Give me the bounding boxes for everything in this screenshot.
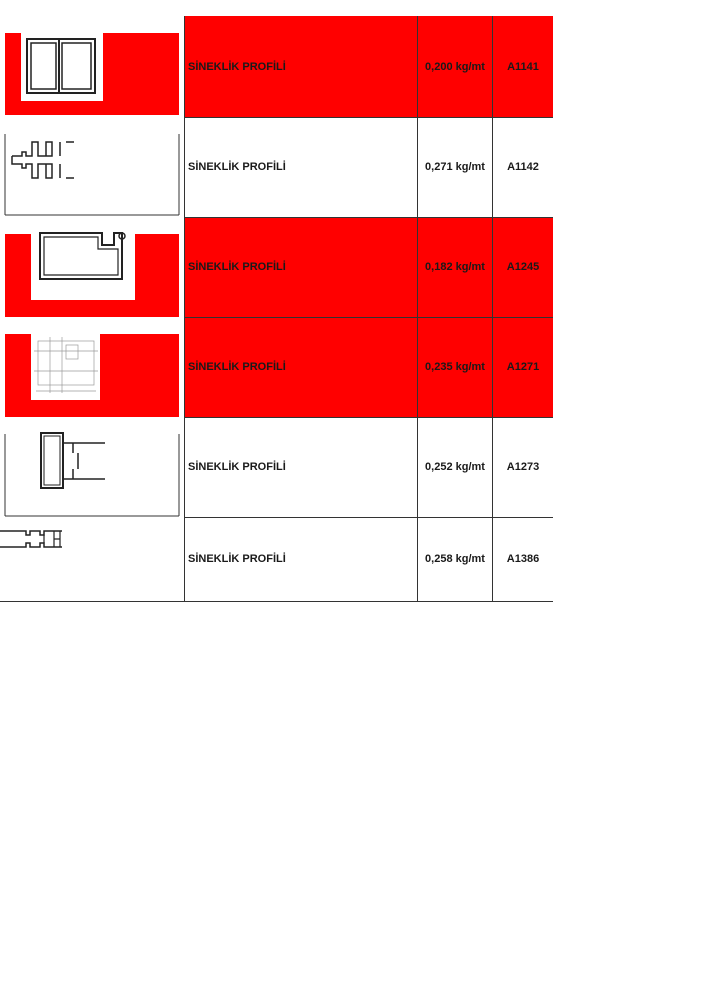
grid-line: [184, 517, 553, 518]
technical-drawing-icon: [0, 317, 184, 417]
product-code: A1386: [506, 553, 540, 565]
product-code: A1273: [506, 461, 540, 473]
product-code: A1245: [506, 261, 540, 273]
product-weight: 0,258 kg/mt: [425, 553, 485, 565]
product-weight: 0,182 kg/mt: [425, 261, 485, 273]
product-code: A1142: [507, 161, 539, 173]
grid-line: [184, 317, 553, 318]
table-row: [0, 417, 553, 517]
product-weight: 0,252 kg/mt: [425, 461, 485, 473]
product-name: SİNEKLİK PROFİLİ: [188, 60, 286, 73]
table-row: [0, 16, 553, 117]
grid-line: [492, 16, 493, 601]
product-weight: 0,200 kg/mt: [425, 60, 485, 73]
double-frame-profile-icon: [0, 16, 184, 117]
product-name: SİNEKLİK PROFİLİ: [188, 261, 286, 273]
product-name: SİNEKLİK PROFİLİ: [188, 553, 286, 565]
table-row: [0, 317, 553, 417]
grid-line: [0, 601, 553, 602]
product-code: A1271: [506, 361, 540, 373]
product-name: SİNEKLİK PROFİLİ: [188, 361, 286, 373]
profile-image-cell: [0, 317, 184, 417]
grid-line: [184, 217, 553, 218]
table-row: [0, 517, 553, 601]
flat-h-profile-icon: [0, 517, 184, 601]
profile-image-cell: [0, 16, 184, 117]
grid-line: [417, 16, 418, 601]
product-name: SİNEKLİK PROFİLİ: [188, 461, 286, 473]
product-weight: 0,235 kg/mt: [425, 361, 485, 373]
table-row: [0, 117, 553, 217]
rect-hook-profile-icon: [0, 217, 184, 317]
table-row: [0, 217, 553, 317]
profile-image-cell: [0, 517, 184, 601]
grid-line: [184, 417, 553, 418]
product-weight: 0,271 kg/mt: [425, 161, 485, 173]
grid-line: [184, 117, 553, 118]
h-channel-profile-icon: [0, 117, 184, 217]
profile-image-cell: [0, 417, 184, 517]
box-channel-profile-icon: [0, 417, 184, 517]
product-code: A1141: [507, 60, 539, 73]
profile-image-cell: [0, 117, 184, 217]
grid-line: [184, 16, 185, 601]
product-name: SİNEKLİK PROFİLİ: [188, 161, 286, 173]
profile-image-cell: [0, 217, 184, 317]
